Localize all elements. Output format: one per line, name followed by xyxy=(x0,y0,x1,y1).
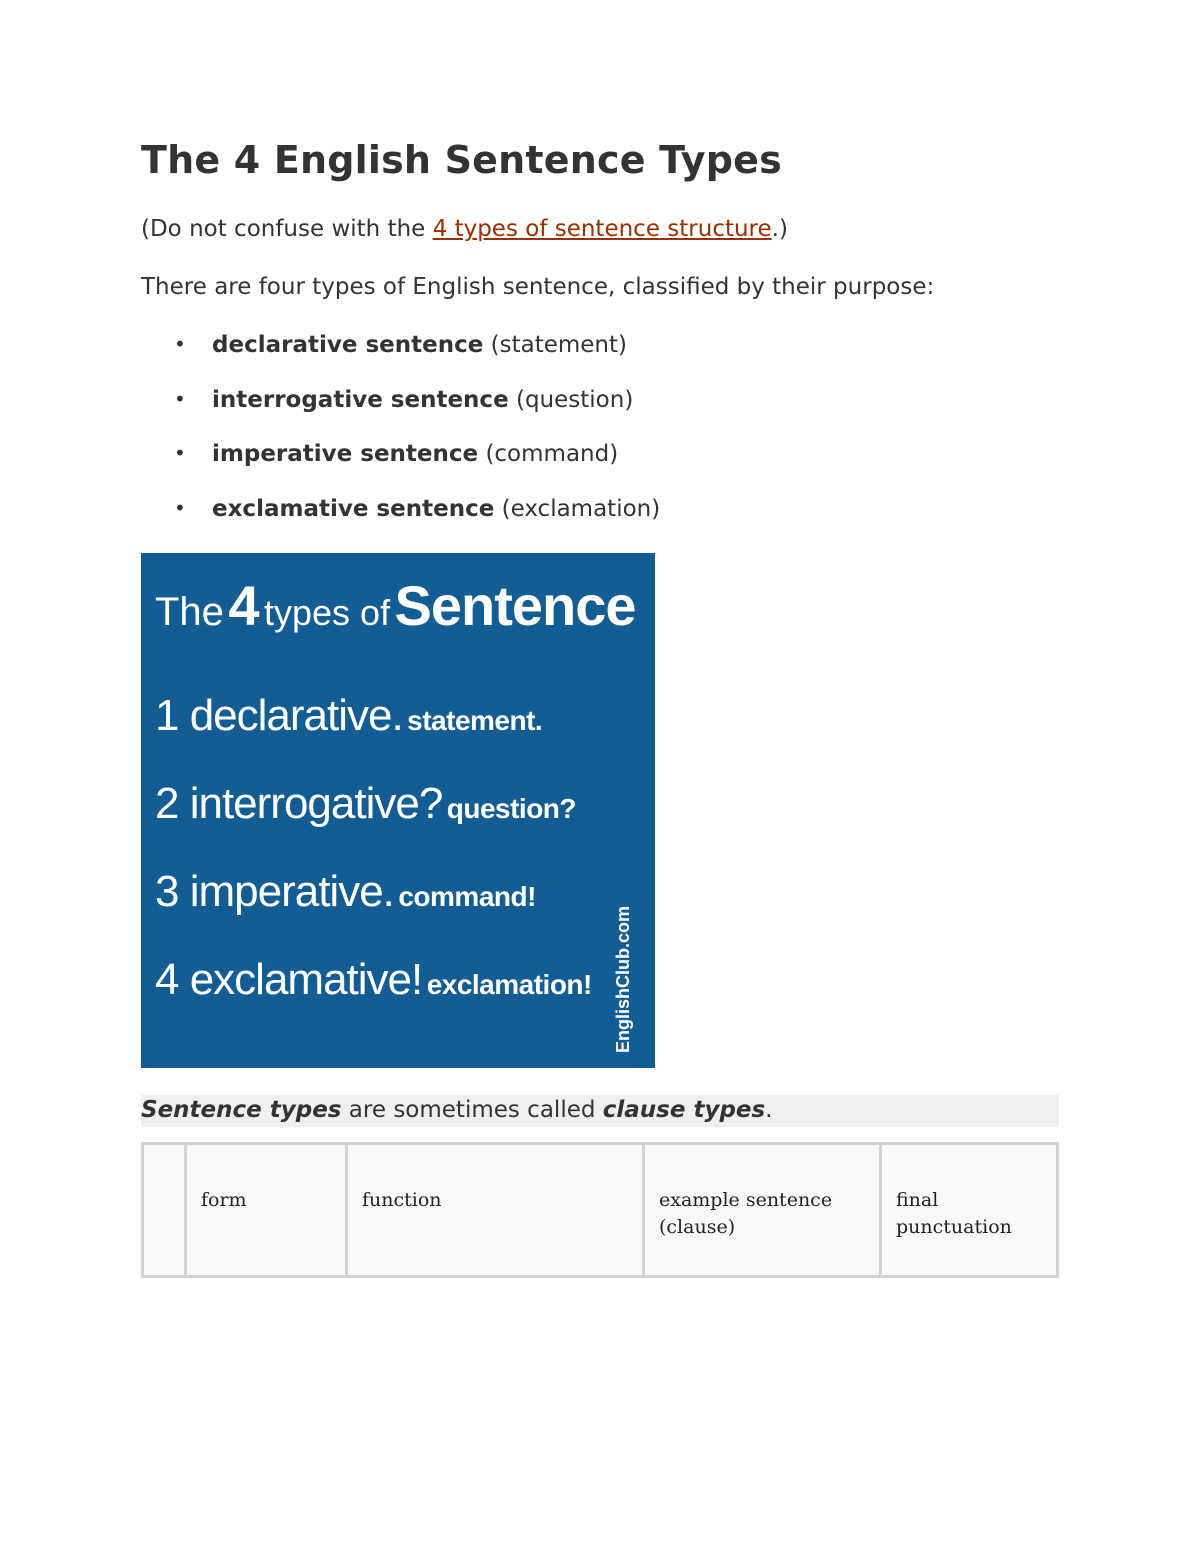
infographic-row xyxy=(155,955,592,1005)
infographic-title-sentence: Sentence xyxy=(394,574,636,637)
table-header-cell: final punctuation xyxy=(881,1144,1058,1277)
list-item-meaning: (command) xyxy=(485,441,619,467)
infographic-title-number: 4 xyxy=(228,574,260,637)
list-item xyxy=(141,441,660,496)
infographic-title xyxy=(155,573,636,638)
bullet-icon: • xyxy=(174,495,186,520)
infographic-row xyxy=(155,779,576,829)
sentence-structure-link[interactable]: 4 types of sentence structure xyxy=(432,216,772,242)
list-item-term: exclamative sentence xyxy=(212,495,495,522)
list-item-term: declarative sentence xyxy=(212,332,484,358)
caption-term-clause-types: clause types xyxy=(602,1097,766,1123)
note-suffix: .) xyxy=(771,216,788,242)
caption-text: are sometimes called xyxy=(341,1097,603,1123)
infographic-title-types-of: types of xyxy=(264,592,391,633)
note-prefix: (Do not confuse with the xyxy=(141,216,433,242)
table-header-row xyxy=(143,1144,1058,1277)
infographic-type: 3 imperative. xyxy=(155,867,394,916)
infographic-type: 1 declarative. xyxy=(155,691,403,740)
note-paragraph xyxy=(141,216,788,242)
intro-paragraph: There are four types of English sentence, classified by their purpose: xyxy=(141,274,935,300)
caption-paragraph xyxy=(141,1097,773,1123)
caption-end: . xyxy=(765,1097,773,1123)
table-header-cell xyxy=(143,1144,186,1277)
infographic-purpose: statement. xyxy=(407,705,543,736)
list-item xyxy=(141,496,660,551)
infographic-row xyxy=(155,867,536,917)
infographic-purpose: command! xyxy=(398,881,536,912)
infographic-purpose: question? xyxy=(446,793,577,824)
page-title: The 4 English Sentence Types xyxy=(141,138,782,182)
list-item-meaning: (exclamation) xyxy=(501,495,661,522)
bullet-icon: • xyxy=(174,441,186,465)
list-item xyxy=(141,332,660,387)
sentence-types-infographic xyxy=(141,553,655,1068)
sentence-types-table xyxy=(141,1142,1059,1278)
list-item-term: interrogative sentence xyxy=(212,386,509,413)
bullet-icon: • xyxy=(174,332,186,356)
table-header-cell: form xyxy=(186,1144,347,1277)
list-item xyxy=(141,387,660,442)
infographic-type: 4 exclamative! xyxy=(155,955,423,1004)
list-item-meaning: (statement) xyxy=(490,332,627,358)
sentence-types-list xyxy=(141,332,660,550)
table-header-cell: example sentence (clause) xyxy=(644,1144,881,1277)
list-item-meaning: (question) xyxy=(515,386,634,413)
bullet-icon: • xyxy=(174,386,186,411)
infographic-row xyxy=(155,691,542,741)
infographic-purpose: exclamation! xyxy=(426,969,592,1000)
list-item-term: imperative sentence xyxy=(212,441,479,467)
infographic-type: 2 interrogative? xyxy=(155,779,443,828)
table-header-cell: function xyxy=(347,1144,644,1277)
infographic-title-the: The xyxy=(155,590,224,634)
caption-term-sentence-types: Sentence types xyxy=(141,1097,342,1123)
infographic-brand: EnglishClub.com xyxy=(613,905,633,1053)
